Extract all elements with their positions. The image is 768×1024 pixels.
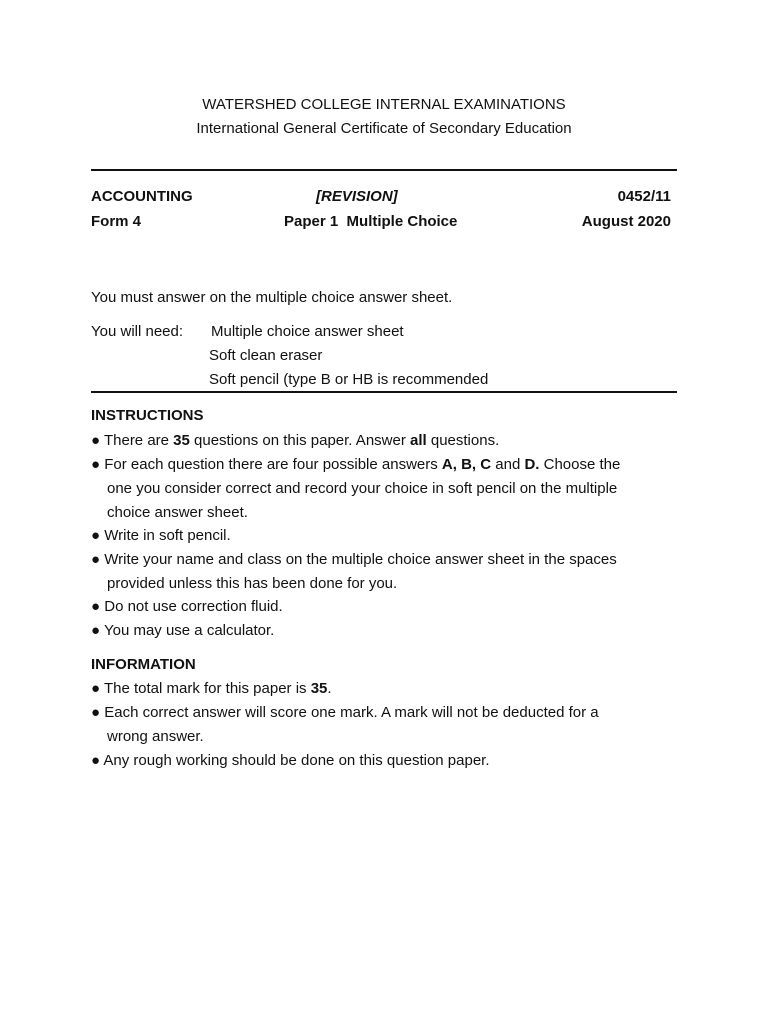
bullet-icon: ● <box>91 527 101 544</box>
instruction-item: ● You may use a calculator. <box>91 622 275 639</box>
information-item: ● The total mark for this paper is 35. <box>91 680 332 697</box>
instruction-item: ● For each question there are four possible answers A, B, C and D. Choose the <box>91 456 621 473</box>
header-divider <box>91 169 677 171</box>
paper-name: Paper 1 Multiple Choice <box>284 213 458 230</box>
bullet-icon: ● <box>91 704 101 721</box>
need-label: You will need: <box>91 323 184 340</box>
need-item: Soft pencil (type B or HB is recommended <box>209 371 489 388</box>
bullet-icon: ● <box>91 551 101 568</box>
instruction-continuation: choice answer sheet. <box>107 504 248 521</box>
form-label: Form 4 <box>91 213 142 230</box>
certificate-title: International General Certificate of Secondary Education <box>196 120 572 137</box>
instruction-item: ● Write your name and class on the multiple choice answer sheet in the spaces <box>91 551 617 568</box>
instruction-item: ● There are 35 questions on this paper. Answer all questions. <box>91 432 500 449</box>
information-continuation: wrong answer. <box>107 728 204 745</box>
information-item: ● Each correct answer will score one mark. A mark will not be deducted for a <box>91 704 599 721</box>
instructions-heading: INSTRUCTIONS <box>91 407 204 424</box>
bullet-icon: ● <box>91 432 101 449</box>
bullet-icon: ● <box>91 622 101 639</box>
exam-date: August 2020 <box>581 213 671 230</box>
subject-label: ACCOUNTING <box>91 188 193 205</box>
paper-code: 0452/11 <box>617 188 671 205</box>
instruction-item: ● Do not use correction fluid. <box>91 598 283 615</box>
bullet-icon: ● <box>91 598 101 615</box>
instruction-item: ● Write in soft pencil. <box>91 527 231 544</box>
school-title: WATERSHED COLLEGE INTERNAL EXAMINATIONS <box>202 96 566 113</box>
revision-label: [REVISION] <box>316 188 398 205</box>
answer-note: You must answer on the multiple choice answer sheet. <box>91 289 453 306</box>
requirements-divider <box>91 391 677 393</box>
bullet-icon: ● <box>91 680 101 697</box>
bullet-icon: ● <box>91 752 101 769</box>
information-heading: INFORMATION <box>91 656 196 673</box>
instruction-continuation: provided unless this has been done for you. <box>107 575 398 592</box>
need-item: Multiple choice answer sheet <box>211 323 404 340</box>
instruction-continuation: one you consider correct and record your choice in soft pencil on the multiple <box>107 480 618 497</box>
information-item: ● Any rough working should be done on this question paper. <box>91 752 490 769</box>
bullet-icon: ● <box>91 456 101 473</box>
need-item: Soft clean eraser <box>209 347 323 364</box>
